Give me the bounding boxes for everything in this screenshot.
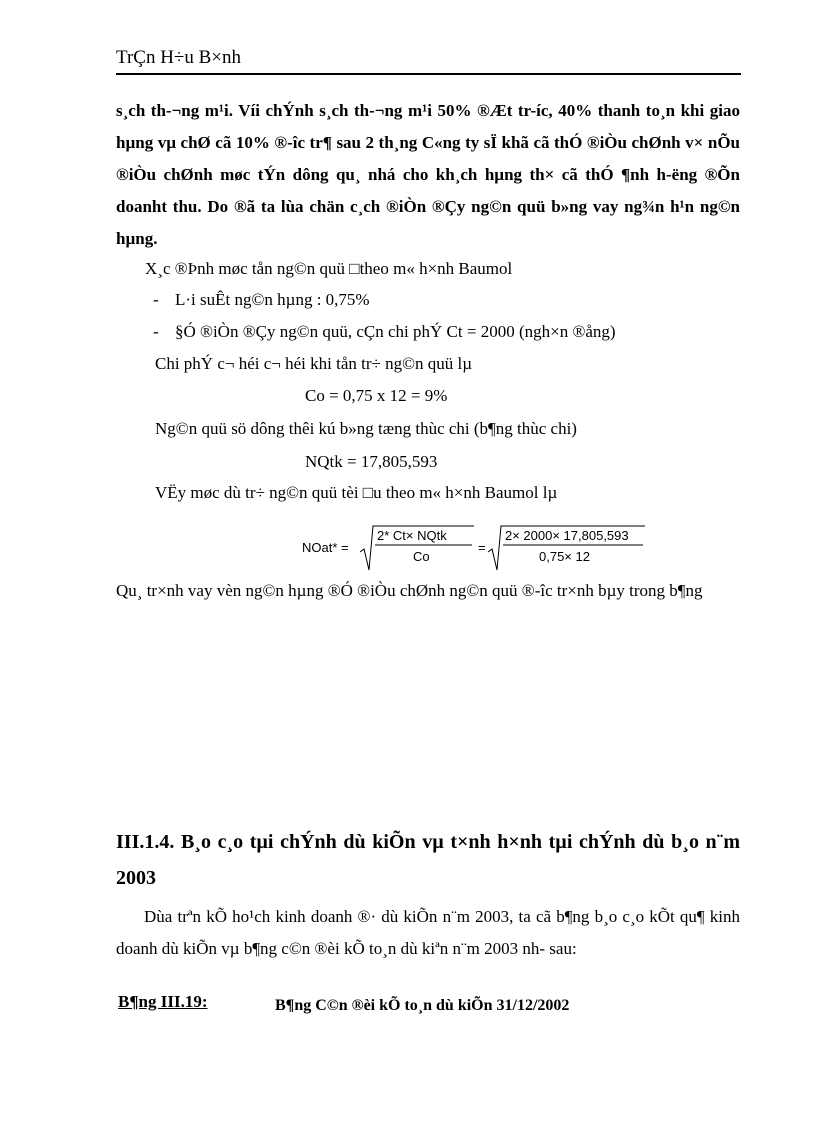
section-heading: III.1.4. B¸o c¸o tµi chÝnh dù kiÕn vµ t×nh h×nh tµi chÝnh dù b¸o n¨m 2003 (116, 831, 740, 889)
formula-denominator-2: 0,75× 12 (539, 549, 590, 564)
formula-equals: = (478, 540, 486, 555)
bold-paragraph: s¸ch th-¬ng m¹i. Víi chÝnh s¸ch th-¬ng m¹i 50% ®Æt tr-íc, 40% thanh to¸n khi giao hµng vµ chØ cã 10% ®-îc tr¶ sau 2 th¸ng C«ng ty sÏ khã cã thÓ ®iÒu chØnh v× nÕu ®iÒu chØnh møc tÝn dông qu¸ nhá cho kh¸ch hµng th× cã thÓ ¶nh h-ëng ®Õn doanht thu. Do ®ã ta lùa chän c¸ch ®iÒn ®Çy ng©n quü b»ng vay ng¾n h¹n ng©n hµng. (116, 101, 740, 248)
loan-process-paragraph: Qu¸ tr×nh vay vèn ng©n hµng ®Ó ®iÒu chØnh ng©n quü ®-îc tr×nh bµy trong b¶ng (116, 581, 703, 600)
opportunity-cost-line: Chi phÝ c¬ héi c¬ héi khi tån tr÷ ng©n quü lµ (155, 354, 473, 373)
header-divider (116, 73, 741, 75)
formula-denominator-1: Co (413, 549, 430, 564)
cash-need-line: Ng©n quü sö dông thêi kú b»ng tæng thùc chi (b¶ng thùc chi) (155, 419, 577, 438)
formula-lhs: NOat* = (302, 540, 349, 555)
interest-rate-item (153, 289, 370, 311)
page-header-author: TrÇn H÷u B×nh (116, 47, 241, 68)
table-label: B¶ng III.19: (118, 992, 208, 1011)
fill-cost-text: §Ó ®iÒn ®Çy ng©n quü, cÇn chi phÝ Ct = 2000 (ngh×n ®ång) (175, 322, 616, 341)
list-dash: - (153, 322, 159, 341)
forecast-paragraph: Dùa trªn kÕ ho¹ch kinh doanh ®· dù kiÕn n¨m 2003, ta cã b¶ng b¸o c¸o kÕt qu¶ kinh doanh dù kiÕn vµ b¶ng c©n ®èi kÕ to¸n dù kiªn n¨m 2003 nh- sau: (116, 907, 740, 958)
co-formula-line: Co = 0,75 x 12 = 9% (305, 386, 448, 405)
formula-numerator-1: 2* Ct× NQtk (377, 528, 447, 543)
nqtk-value-line: NQtk = 17,805,593 (305, 452, 438, 471)
baumol-formula (300, 524, 660, 574)
optimal-level-line: VËy møc dù tr÷ ng©n quü tèi □u theo m« h×nh Baumol lµ (155, 483, 558, 502)
fill-cost-item (153, 321, 616, 343)
table-title: B¶ng C©n ®èi kÕ to¸n dù kiÕn 31/12/2002 (275, 997, 570, 1014)
formula-numerator-2: 2× 2000× 17,805,593 (505, 528, 629, 543)
baumol-intro-line: X¸c ®Þnh møc tån ng©n quü □theo m« h×nh Baumol (145, 259, 513, 278)
list-dash: - (153, 290, 159, 309)
interest-rate-text: L·i suÊt ng©n hµng : 0,75% (175, 290, 370, 309)
